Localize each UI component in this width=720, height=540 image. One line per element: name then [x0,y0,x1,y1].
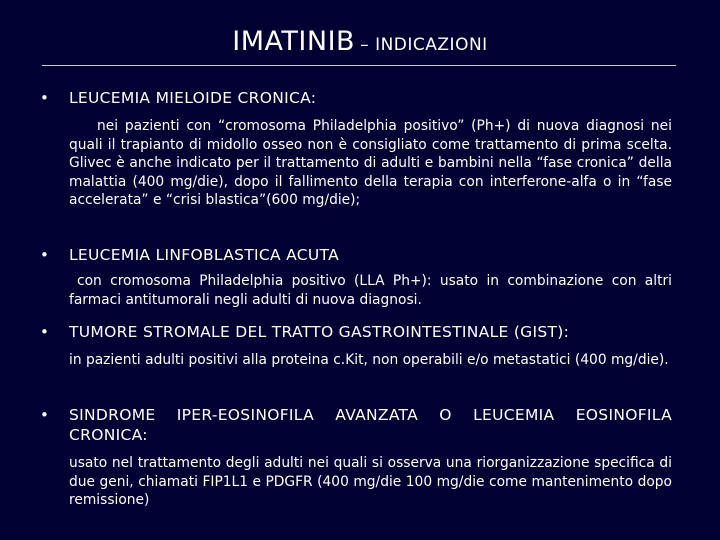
title-divider [42,65,676,66]
indication-heading: LEUCEMIA MIELOIDE CRONICA: [69,89,317,107]
indication-item-all [40,245,672,309]
bullet-icon: • [40,323,49,341]
bullet-icon: • [40,246,49,264]
indication-item-hes [40,405,672,510]
bullet-icon: • [40,406,49,424]
indication-item-cml [40,88,672,210]
slide-title [0,26,720,57]
indication-item-gist [40,322,672,370]
slide-title-main: IMATINIB [232,26,356,57]
bullet-icon: • [40,89,49,107]
slide-title-sub: – INDICAZIONI [360,35,488,55]
indication-heading: TUMORE STROMALE DEL TRATTO GASTROINTESTINALE (GIST): [69,323,570,341]
indication-description: con cromosoma Philadelphia positivo (LLA Ph+): usato in combinazione con altri farmaci antitumorali negli adulti di nuova diagnosi. [69,273,672,308]
indication-heading: LEUCEMIA LINFOBLASTICA ACUTA [69,246,340,264]
indication-heading: SINDROME IPER-EOSINOFILA AVANZATA O LEUCEMIA EOSINOFILA CRONICA: [69,406,672,444]
indication-description: nei pazienti con “cromosoma Philadelphia positivo” (Ph+) di nuova diagnosi nei quali il trapianto di midollo osseo non è consigliato come trattamento di prima scelta. Glivec è anche indicato per il trattamento di adulti e bambini nella “fase cronica” della malattia (400 mg/die), dopo il fallimento della terapia con interferone-alfa o in “fase accelerata” e “crisi blastica”(600 mg/die); [69,118,672,209]
indication-description: in pazienti adulti positivi alla proteina c.Kit, non operabili e/o metastatici (400 mg/die). [69,352,669,368]
indication-description: usato nel trattamento degli adulti nei quali si osserva una riorganizzazione specifica di due geni, chiamati FIP1L1 e PDGFR (400 mg/die 100 mg/die come mantenimento dopo remissione) [69,455,672,509]
